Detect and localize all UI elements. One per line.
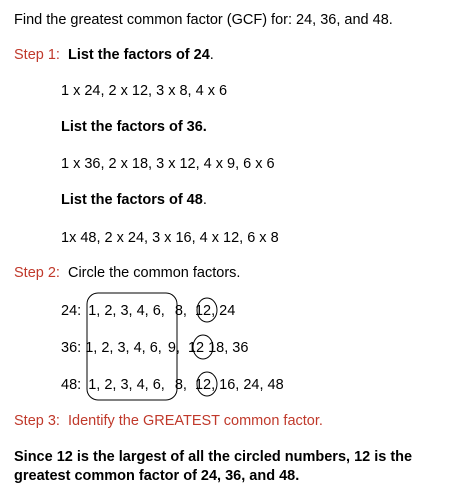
remaining-factors: 18, 36 [204,340,249,356]
conclusion: Since 12 is the largest of all the circled numbers, 12 is the greatest common factor of 24, 36, and 48. [14,449,413,484]
step1-heading-24-period: . [209,47,214,63]
remaining-factors: , 24 [211,303,236,319]
step3-line [14,412,323,430]
row-number: 24: [61,303,82,319]
step3-text: Identify the GREATEST common factor. [67,413,323,429]
step2-line [14,264,240,282]
factor-pairs-24: 1 x 24, 2 x 12, 3 x 8, 4 x 6 [61,83,228,99]
common-factors: 1, 2, 3, 4, 6, [85,340,162,356]
row-number: 36: [61,340,82,356]
step1-heading-36: List the factors of 36. [61,119,207,135]
step1-label: Step 1: [14,47,60,63]
row-number: 48: [61,377,82,393]
factor-row-48 [61,376,284,394]
factor-pairs-36: 1 x 36, 2 x 18, 3 x 12, 4 x 9, 6 x 6 [61,156,275,172]
factor-row-24 [61,302,235,320]
other-factor: 8, [174,377,187,393]
step1-line [14,46,214,64]
other-factor: 9, [167,340,180,356]
step1-heading-48-line [61,191,207,209]
step1-heading-48: List the factors of 48 [61,192,203,208]
step1-heading-48-period: . [202,192,207,208]
other-factor: 8, [174,303,187,319]
step2-text: Circle the common factors. [67,265,241,281]
factor-pairs-48: 1x 48, 2 x 24, 3 x 16, 4 x 12, 6 x 8 [61,230,279,246]
common-factors: 1, 2, 3, 4, 6, [88,303,165,319]
circled-factor: 12 [187,340,205,356]
remaining-factors: , 16, 24, 48 [211,377,284,393]
common-factors: 1, 2, 3, 4, 6, [88,377,165,393]
step2-label: Step 2: [14,265,60,281]
circled-factor: 12 [194,303,212,319]
factor-row-36 [61,339,248,357]
circled-factor: 12 [194,377,212,393]
problem-statement: Find the greatest common factor (GCF) for: 24, 36, and 48. [14,12,393,28]
step1-heading-24: List the factors of 24 [67,47,210,63]
step3-label: Step 3: [14,413,60,429]
